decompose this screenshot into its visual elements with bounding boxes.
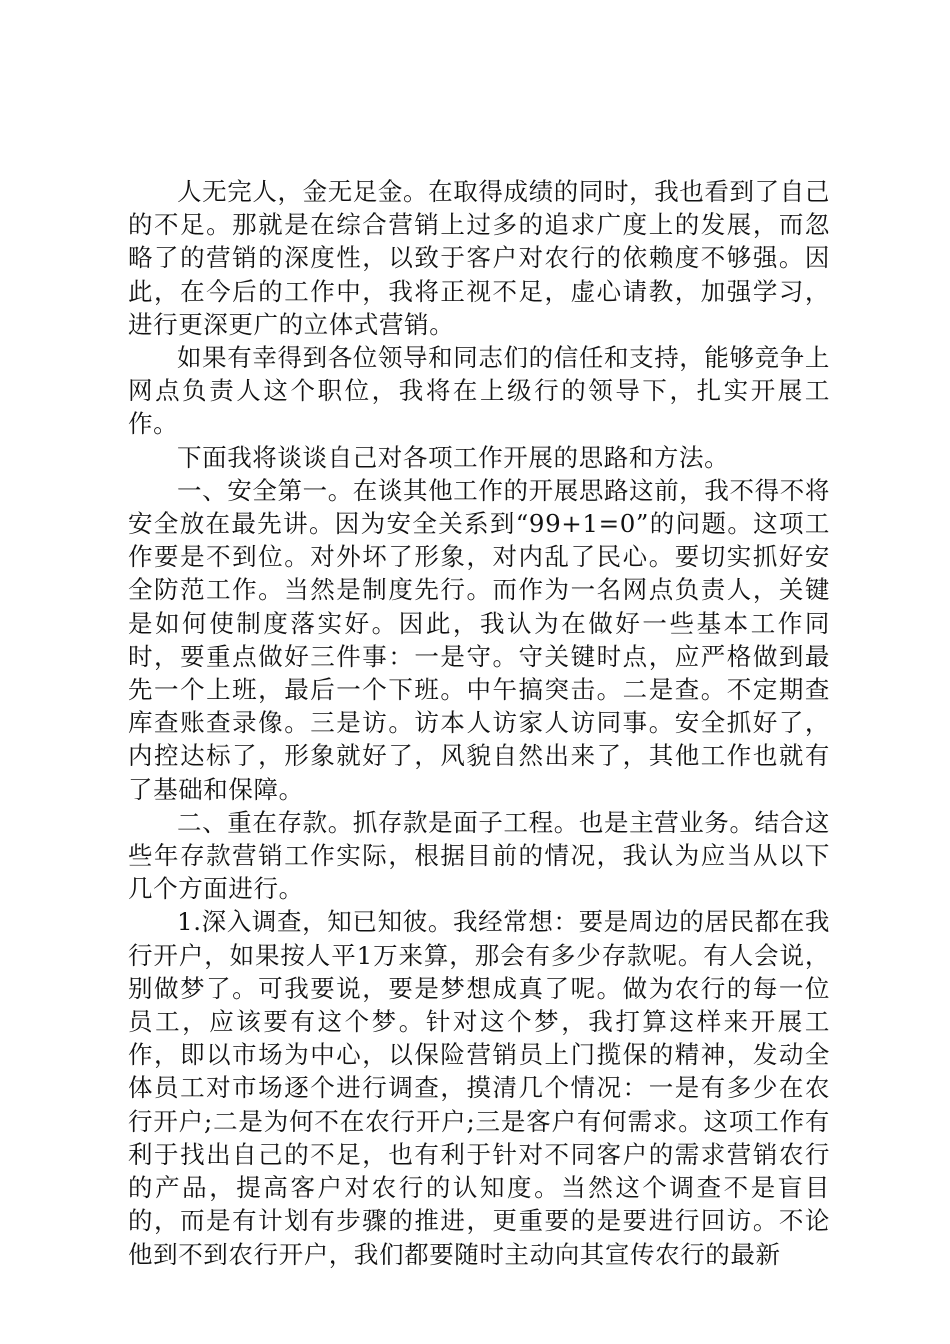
document-body: [128, 175, 830, 1271]
paragraph-intro-ideas: 下面我将谈谈自己对各项工作开展的思路和方法。: [177, 442, 730, 472]
paragraph-deposits: 二、重在存款。抓存款是面子工程。也是主营业务。结合这些年存款营销工作实际，根据目前的情况，我认为应当从以下几个方面进行。: [128, 807, 830, 904]
paragraph-investigation: 1.深入调查，知已知彼。我经常想：要是周边的居民都在我行开户，如果按人平1万来算，那会有多少存款呢。有人会说，别做梦了。可我要说，要是梦想成真了呢。做为农行的每一位员工，应该要有这个梦。针对这个梦，我打算这样来开展工作，即以市场为中心，以保险营销员上门揽保的精神，发动全体员工对市场逐个进行调查，摸清几个情况：一是有多少在农行开户;二是为何不在农行开户;三是客户有何需求。这项工作有利于找出自己的不足，也有利于针对不同客户的需求营销农行的产品，提高客户对农行的认知度。当然这个调查不是盲目的，而是有计划有步骤的推进，更重要的是要进行回访。不论他到不到农行开户，我们都要随时主动向其宣传农行的最新: [128, 907, 830, 1269]
paragraph-safety-first: 一、安全第一。在谈其他工作的开展思路这前，我不得不将安全放在最先讲。因为安全关系到“99+1=0”的问题。这项工作要是不到位。对外坏了形象，对内乱了民心。要切实抓好安全防范工作。当然是制度先行。而作为一名网点负责人，关键是如何使制度落实好。因此，我认为在做好一些基本工作同时，要重点做好三件事：一是守。守关键时点，应严格做到最先一个上班，最后一个下班。中午搞突击。二是查。不定期查库查账查录像。三是访。访本人访家人访同事。安全抓好了，内控达标了，形象就好了，风貌自然出来了，其他工作也就有了基础和保障。: [128, 475, 830, 804]
paragraph-self-reflection: 人无完人，金无足金。在取得成绩的同时，我也看到了自己的不足。那就是在综合营销上过多的追求广度上的发展，而忽略了的营销的深度性，以致于客户对农行的依赖度不够强。因此，在今后的工作中，我将正视不足，虚心请教，加强学习，进行更深更广的立体式营销。: [128, 177, 830, 339]
paragraph-candidacy: 如果有幸得到各位领导和同志们的信任和支持，能够竞争上网点负责人这个职位，我将在上级行的领导下，扎实开展工作。: [128, 343, 830, 439]
